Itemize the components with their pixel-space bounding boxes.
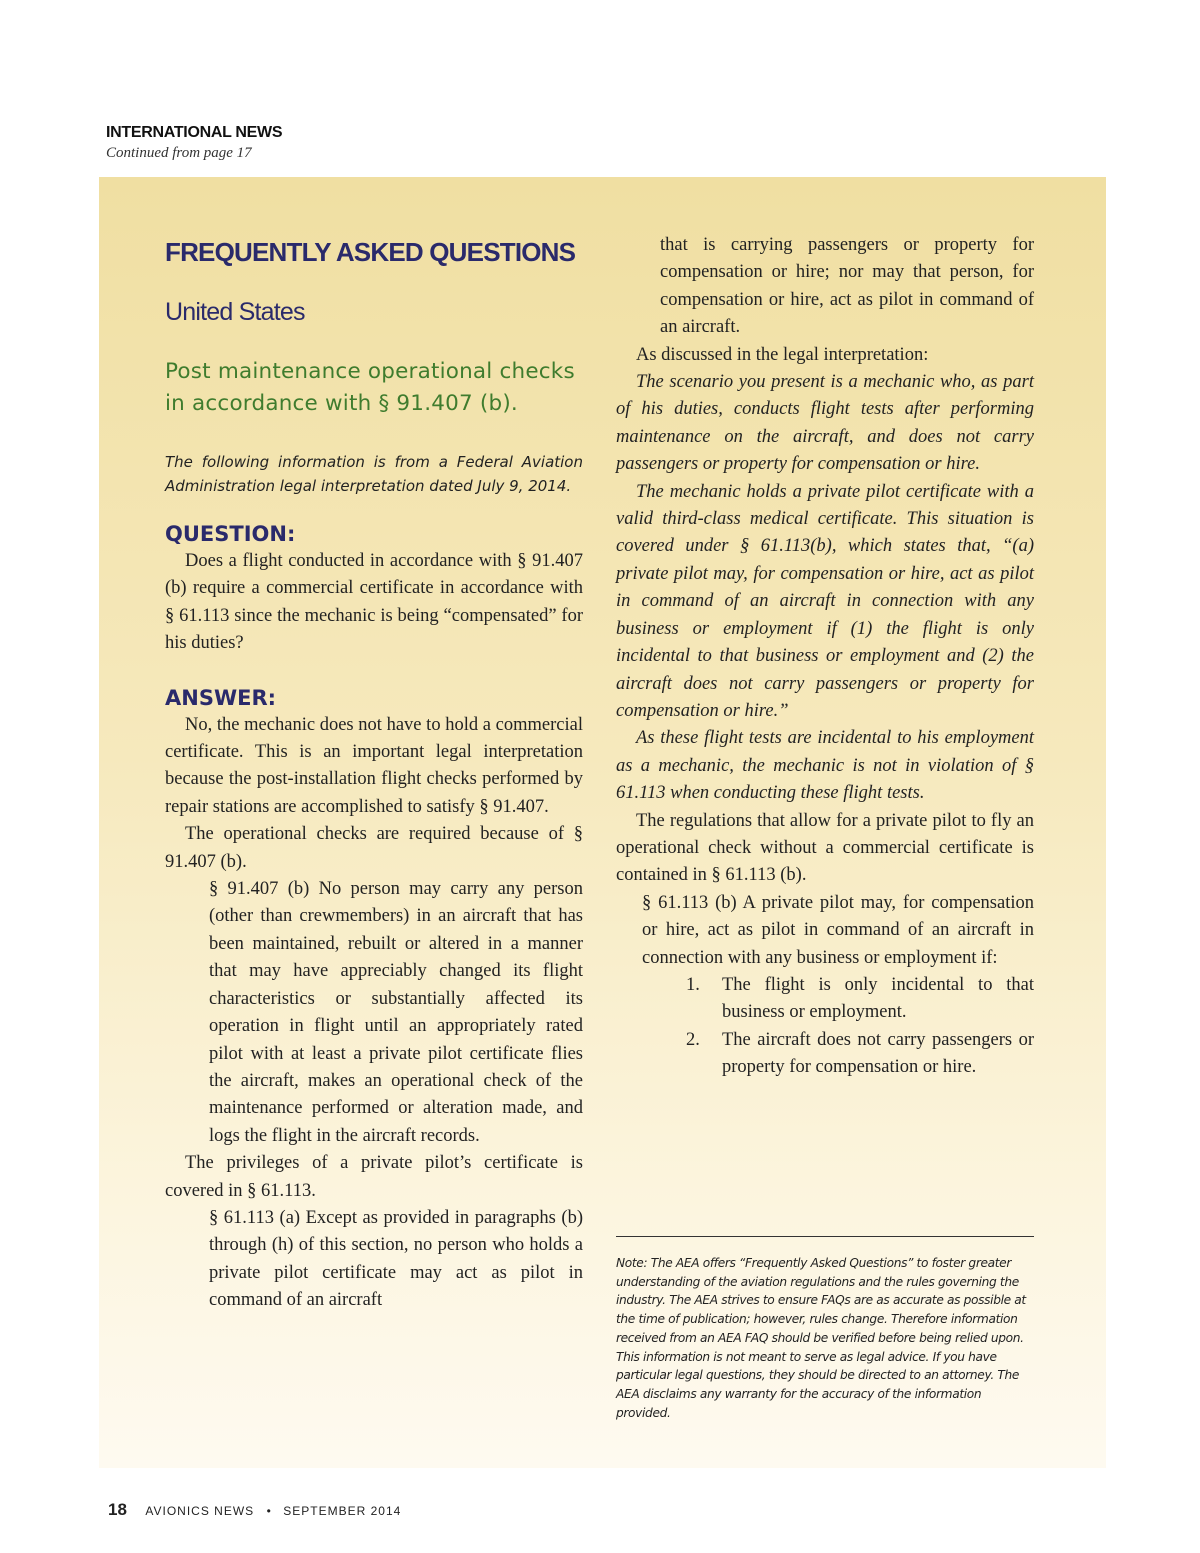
page-number: 18	[108, 1500, 127, 1519]
conditions-list	[616, 972, 1034, 1082]
faq-title: FREQUENTLY ASKED QUESTIONS	[165, 237, 576, 267]
list-item-number: 1.	[686, 974, 700, 995]
page-footer	[108, 1500, 401, 1520]
topic-heading: Post maintenance operational checks in accordance with § 91.407 (b).	[165, 359, 575, 416]
answer-paragraph-1: No, the mechanic does not have to hold a commercial certificate. This is an important legal interpretation because the post-installation flight checks performed by repair stations are accomplished to satisfy § 91.407.	[165, 714, 583, 817]
regulation-quote-61113b: § 61.113 (b) A private pilot may, for compensation or hire, act as pilot in command of an aircraft in connection with any business or employment if:	[642, 892, 1034, 968]
regulation-quote-61113a: § 61.113 (a) Except as provided in paragraphs (b) through (h) of this section, no person who holds a private pilot certificate may act as pilot in command of an aircraft	[209, 1207, 583, 1311]
list-item-number: 2.	[686, 1029, 700, 1050]
regulation-quote-61113a-continued: that is carrying passengers or property for compensation or hire; nor may that person, for compensation or hire, act as pilot in command of an aircraft.	[660, 235, 1034, 338]
regulation-quote-91407: § 91.407 (b) No person may carry any person (other than crewmembers) in an aircraft that has been maintained, rebuilt or altered in a manner that may have appreciably changed its flight characteristics or substantially affected its operation in flight until an appropriately rated pilot with at least a private pilot certificate flies the aircraft, makes an operational check of the maintenance performed or alteration made, and logs the flight in the aircraft records.	[209, 879, 583, 1146]
list-item	[616, 1027, 1034, 1082]
interpretation-paragraph-3: As these flight tests are incidental to his employment as a mechanic, the mechanic is not in violation of § 61.113 when conducting these flight tests.	[616, 728, 1034, 804]
list-item-text: The flight is only incidental to that business or employment.	[722, 974, 1034, 1023]
answer-paragraph-2: The operational checks are required because of § 91.407 (b).	[165, 824, 583, 872]
list-item	[616, 972, 1034, 1027]
question-heading: QUESTION:	[165, 522, 296, 546]
list-item-text: The aircraft does not carry passengers or property for compensation or hire.	[722, 1029, 1034, 1078]
magazine-name: AVIONICS NEWS	[145, 1504, 255, 1518]
note-divider	[616, 1236, 1034, 1237]
answer-paragraph-3: The privileges of a private pilot’s certificate is covered in § 61.113.	[165, 1153, 583, 1201]
right-column	[616, 232, 1034, 1082]
answer-paragraph-4: As discussed in the legal interpretation:	[636, 344, 929, 365]
answer-paragraph-5: The regulations that allow for a private pilot to fly an operational check without a commercial certificate is contained in § 61.113 (b).	[616, 810, 1034, 886]
section-label: INTERNATIONAL NEWS	[106, 124, 283, 141]
interpretation-paragraph-2: The mechanic holds a private pilot certificate with a valid third-class medical certificate. This situation is covered under § 61.113(b), which states that, “(a) private pilot may, for compensation or hire, act as pilot in command of an aircraft in connection with any business or employment if (1) the flight is only incidental to that business or employment and (2) the aircraft does not carry passengers or property for compensation or hire.”	[616, 481, 1034, 721]
left-column	[165, 236, 583, 1315]
continued-note: Continued from page 17	[106, 145, 252, 161]
question-text: Does a flight conducted in accordance with § 91.407 (b) require a commercial certificate in accordance with § 61.113 since the mechanic is being “compensated” for his duties?	[165, 551, 583, 654]
footer-separator: •	[266, 1504, 271, 1518]
country-heading: United States	[165, 298, 305, 326]
answer-heading: ANSWER:	[165, 685, 277, 710]
interpretation-paragraph-1: The scenario you present is a mechanic who, as part of his duties, conducts flight tests after performing maintenance on the aircraft, and does not carry passengers or property for compensation or hire.	[616, 372, 1034, 475]
intro-text: The following information is from a Federal Aviation Administration legal interpretation dated July 9, 2014.	[165, 453, 583, 495]
disclaimer-note: Note: The AEA offers “Frequently Asked Questions” to foster greater understanding of the aviation regulations and the rules governing the industry. The AEA strives to ensure FAQs are as accurate as possible at the time of publication; however, rules change. Therefore information received from an AEA FAQ should be verified before being relied upon. This information is not meant to serve as legal advice. If you have particular legal questions, they should be directed to an attorney. The AEA disclaims any warranty for the accuracy of the information provided.	[616, 1256, 1026, 1420]
issue-date: SEPTEMBER 2014	[283, 1504, 402, 1518]
